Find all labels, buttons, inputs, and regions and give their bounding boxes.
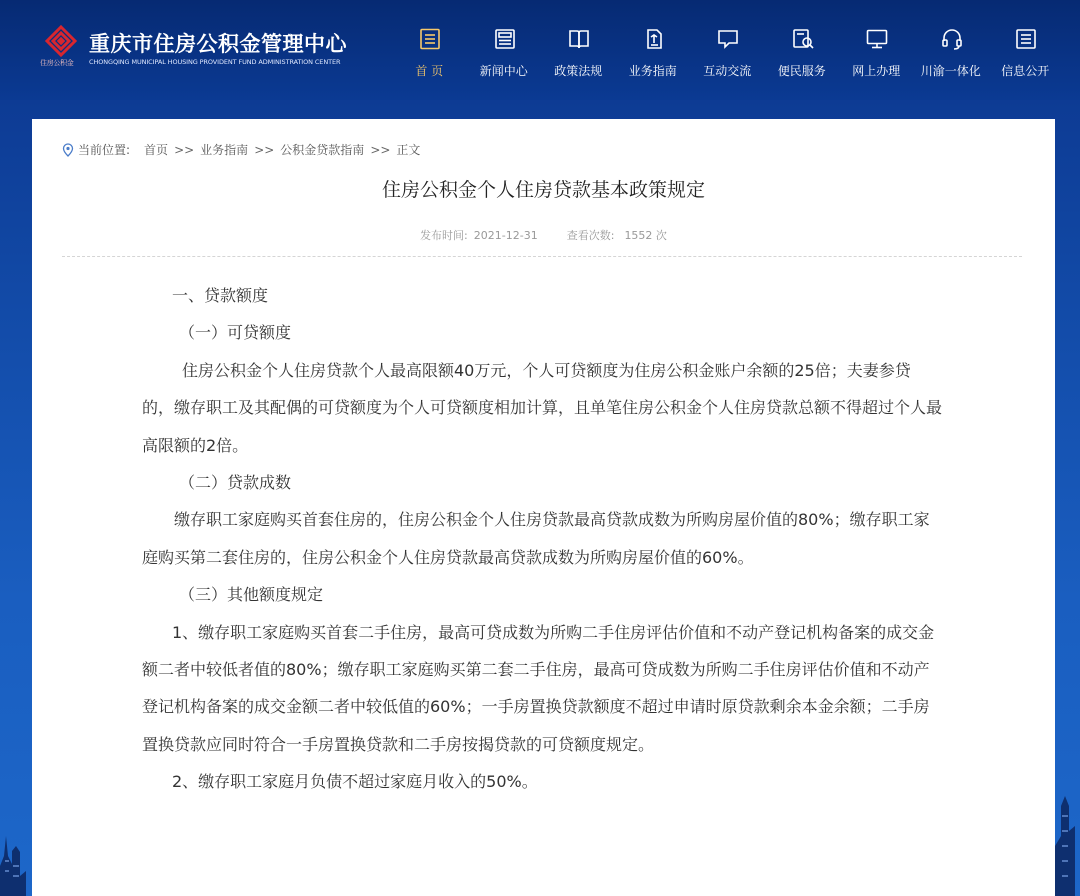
list-icon bbox=[1014, 27, 1038, 51]
nav-label: 信息公开 bbox=[1001, 64, 1050, 78]
paragraph: 1、缴存职工家庭购买首套二手住房，最高可贷成数为所购二手住房评估价值和不动产登记机构备案的成交金额二者中较低者值的80%；缴存职工家庭购买第二套二手住房，最高可贷成数为所购二手住房评估价值和不动产登记机构备案的成交金额二者中较低值的60%；一手房置换贷款额度不超过申请时原贷款剩余本金余额；二手房置换贷款应同时符合一手房置换贷款和二手房按揭贷款的可贷额度规定。 bbox=[142, 622, 935, 754]
paragraph: 2、缴存职工家庭月负债不超过家庭月收入的50%。 bbox=[172, 772, 538, 792]
breadcrumb-separator: >> bbox=[174, 142, 195, 157]
subsection-heading: （三）其他额度规定 bbox=[179, 585, 324, 605]
nav-item-chuanyu[interactable] bbox=[914, 0, 989, 100]
nav-label: 新闻中心 bbox=[479, 64, 528, 78]
book-icon bbox=[567, 27, 591, 51]
logo-sub-text: 住房公积金 bbox=[40, 59, 74, 67]
paragraph: 缴存职工家庭购买首套住房的，住房公积金个人住房贷款最高贷款成数为所购房屋价值的80%；缴存职工家庭购买第二套住房的，住房公积金个人住房贷款最高贷款成数为所购房屋价值的60%。 bbox=[142, 510, 930, 567]
views-label: 查看次数: bbox=[566, 229, 615, 242]
breadcrumb-separator: >> bbox=[254, 142, 275, 157]
subsection-heading: （一）可贷额度 bbox=[179, 323, 292, 343]
breadcrumb-separator: >> bbox=[370, 142, 391, 157]
news-icon bbox=[493, 27, 517, 51]
guide-icon bbox=[642, 27, 666, 51]
breadcrumb bbox=[62, 141, 420, 158]
nav-label: 便民服务 bbox=[777, 64, 826, 78]
nav-item-online[interactable] bbox=[839, 0, 914, 100]
breadcrumb-current: 正文 bbox=[396, 143, 421, 157]
main-nav bbox=[392, 0, 1063, 100]
nav-item-guide[interactable] bbox=[616, 0, 691, 100]
article-title: 住房公积金个人住房贷款基本政策规定 bbox=[381, 179, 705, 201]
breadcrumb-loan-guide-link[interactable]: 公积金贷款指南 bbox=[280, 143, 365, 157]
subsection-heading: （二）贷款成数 bbox=[179, 473, 292, 493]
nav-item-interaction[interactable] bbox=[690, 0, 765, 100]
article-meta bbox=[32, 227, 1055, 243]
views-count: 1552 次 bbox=[624, 229, 667, 242]
section-heading: 一、贷款额度 bbox=[172, 286, 269, 305]
monitor-icon bbox=[865, 27, 889, 51]
nav-item-disclosure[interactable] bbox=[988, 0, 1063, 100]
publish-date: 2021-12-31 bbox=[473, 229, 538, 242]
nav-label: 首 页 bbox=[415, 64, 444, 78]
breadcrumb-label: 当前位置: bbox=[78, 143, 131, 157]
site-header bbox=[0, 0, 1080, 100]
nav-label: 政策法规 bbox=[554, 64, 603, 78]
site-logo[interactable] bbox=[40, 24, 385, 72]
paragraph: 住房公积金个人住房贷款个人最高限额40万元，个人可贷额度为住房公积金账户余额的25倍；夫妻参贷的，缴存职工及其配偶的可贷额度为个人可贷额度相加计算，且单笔住房公积金个人住房贷款总额不得超过个人最高限额的2倍。 bbox=[142, 360, 943, 455]
home-icon bbox=[418, 27, 442, 51]
skyline-decoration-left bbox=[0, 816, 32, 896]
skyline-decoration-right bbox=[1055, 786, 1080, 896]
nav-item-news[interactable] bbox=[467, 0, 542, 100]
headset-icon bbox=[940, 27, 964, 51]
article-body bbox=[142, 277, 942, 801]
breadcrumb-home-link[interactable]: 首页 bbox=[144, 143, 169, 157]
content-panel bbox=[32, 119, 1055, 896]
logo-subtitle-en: CHONGQING MUNICIPAL HOUSING PROVIDENT FUND ADMINISTRATION CENTER bbox=[89, 58, 341, 66]
nav-item-service[interactable] bbox=[765, 0, 840, 100]
nav-label: 网上办理 bbox=[852, 64, 901, 78]
nav-label: 业务指南 bbox=[628, 64, 677, 78]
breadcrumb-guide-link[interactable]: 业务指南 bbox=[200, 143, 249, 157]
logo-title: 重庆市住房公积金管理中心 bbox=[89, 32, 347, 56]
title-divider bbox=[62, 256, 1022, 257]
nav-label: 川渝一体化 bbox=[920, 64, 981, 78]
chat-icon bbox=[716, 27, 740, 51]
nav-item-policy[interactable] bbox=[541, 0, 616, 100]
nav-label: 互动交流 bbox=[703, 64, 752, 78]
location-pin-icon bbox=[62, 143, 74, 157]
nav-item-home[interactable] bbox=[392, 0, 467, 100]
publish-label: 发布时间: bbox=[420, 229, 468, 242]
logo-mark-icon bbox=[44, 24, 78, 58]
service-icon bbox=[791, 27, 815, 51]
